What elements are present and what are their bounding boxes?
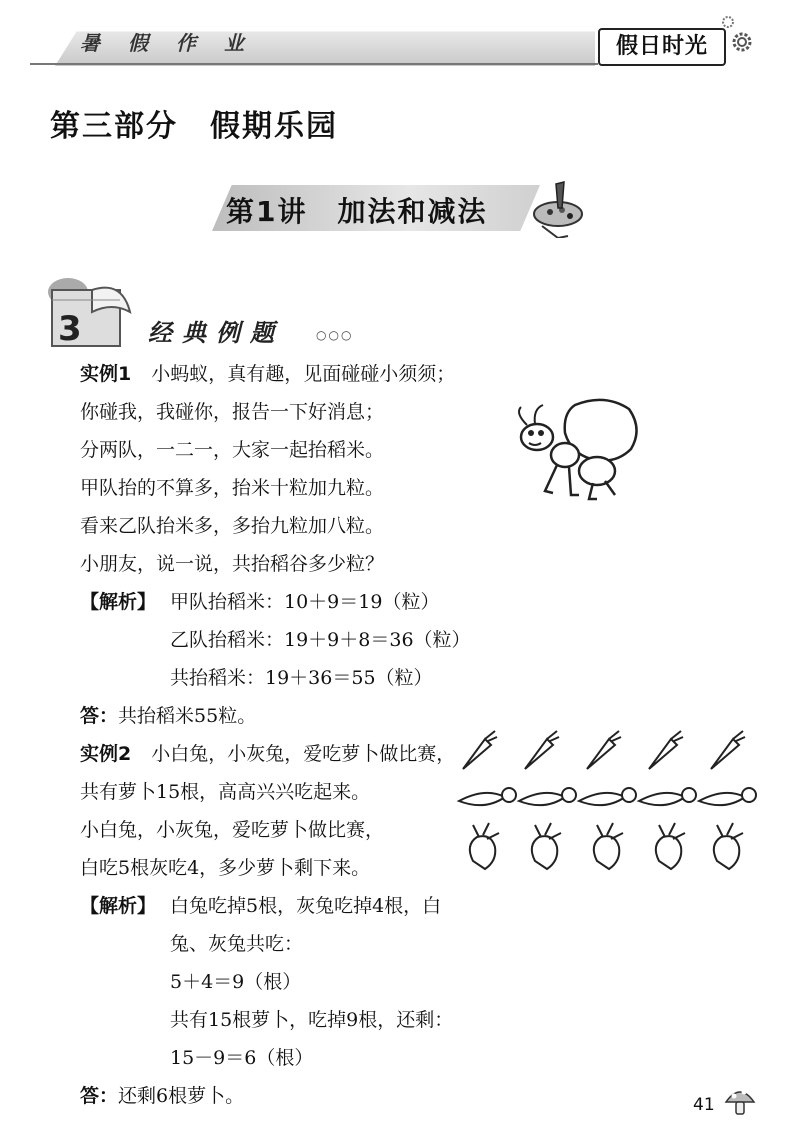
example1-line: 看来乙队抬米多，多抬九粒加八粒。: [80, 515, 385, 537]
example2-analysis-line: [80, 894, 156, 918]
example1-line: [80, 362, 455, 386]
section-dots: ○○○: [316, 328, 354, 342]
example1-line: 甲队抬的不算多，抬米十粒加九粒。: [80, 477, 385, 499]
example2-text: 小白兔，小灰兔，爱吃萝卜做比赛，: [151, 743, 456, 765]
section-number-icon: [42, 272, 142, 352]
lecture-title: 第1讲 加法和减法: [226, 195, 488, 228]
example2-analysis-line: 共有15根萝卜，吃掉9根，还剩：: [170, 1009, 454, 1031]
example2-answer: [80, 1084, 244, 1108]
example1-line: 小朋友，说一说，共抬稻谷多少粒？: [80, 553, 385, 575]
example1-answer: [80, 704, 256, 728]
carrots-and-radishes-illustration: [455, 725, 765, 885]
answer-text: 共抬稻米55粒。: [118, 705, 257, 727]
answer-label: 答：: [80, 705, 119, 727]
example2-analysis-line: 5＋4＝9（根）: [170, 971, 302, 993]
answer-text: 还剩6根萝卜。: [118, 1085, 245, 1107]
header-badge: 假日时光: [598, 28, 726, 66]
ant-carrying-rice-illustration: [505, 395, 645, 505]
header-title: 暑假作业: [80, 31, 272, 55]
example2-analysis-line: 兔、灰兔共吃：: [170, 933, 304, 955]
gear-icon: [728, 28, 756, 56]
example2-analysis-line: 15－9＝6（根）: [170, 1047, 314, 1069]
example1-analysis-line: 乙队抬稻米：19＋9＋8＝36（粒）: [170, 629, 471, 651]
mushroom-icon: [722, 1082, 758, 1118]
analysis-label: 【解析】: [80, 591, 157, 613]
example1-analysis-line: 甲队抬稻米：10＋9＝19（粒）: [170, 591, 440, 613]
example2-line: 共有萝卜15根，高高兴兴吃起来。: [80, 781, 371, 803]
example2-line: 小白兔，小灰兔，爱吃萝卜做比赛，: [80, 819, 385, 841]
header-rule: [30, 63, 598, 65]
example2-analysis-line: 白兔吃掉5根，灰兔吃掉4根，白: [170, 895, 442, 917]
example1-text: 小蚂蚁，真有趣，见面碰碰小须须；: [151, 363, 456, 385]
answer-label: 答：: [80, 1085, 119, 1107]
example1-analysis-line: 共抬稻米：19＋36＝55（粒）: [170, 667, 433, 689]
section-heading: 经典例题: [148, 318, 284, 347]
part-title: 第三部分 假期乐园: [50, 109, 338, 144]
example2-label: 实例2: [80, 743, 132, 765]
section-number: 3: [58, 309, 82, 349]
analysis-label: 【解析】: [80, 895, 157, 917]
palette-icon: [528, 178, 588, 238]
example2-line: 白吃5根灰吃4，多少萝卜剩下来。: [80, 857, 371, 879]
example1-line: 分两队，一二一，大家一起抬稻米。: [80, 439, 385, 461]
example1-label: 实例1: [80, 363, 132, 385]
small-gear-icon: [720, 14, 736, 30]
example1-line: 你碰我，我碰你，报告一下好消息；: [80, 401, 385, 423]
example2-line: [80, 742, 455, 766]
page-number: 41: [693, 1095, 715, 1115]
example1-analysis-line: [80, 590, 156, 614]
